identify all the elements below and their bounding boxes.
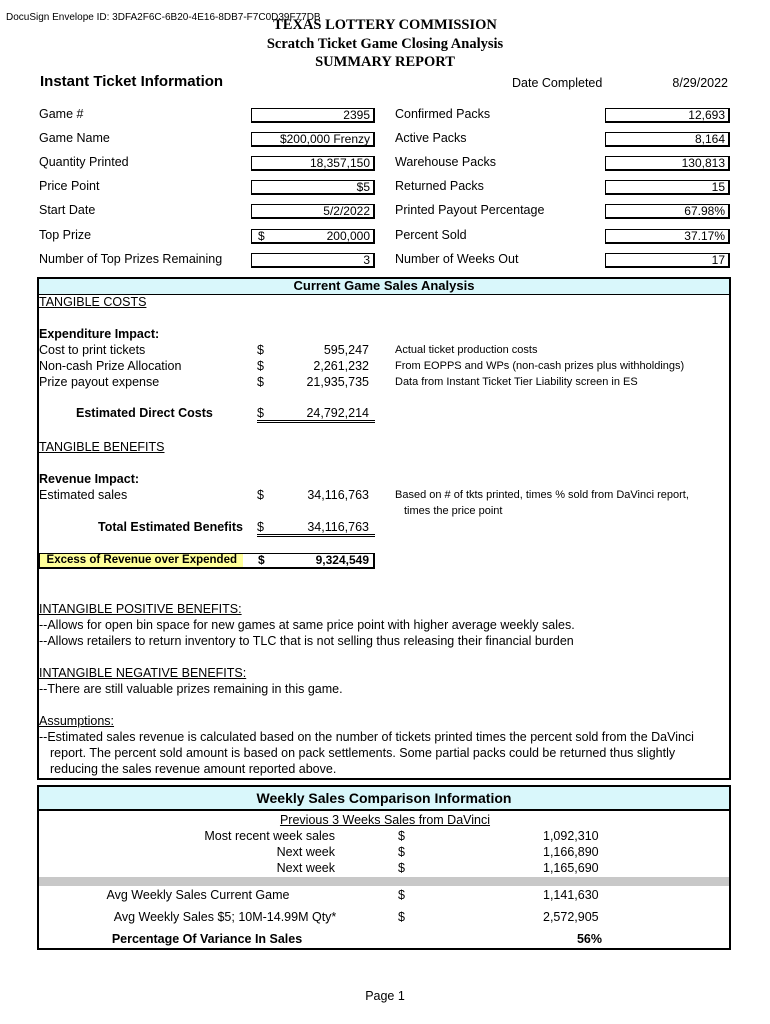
- info-label: Confirmed Packs: [395, 107, 491, 121]
- tangible-benefits-heading: TANGIBLE BENEFITS: [39, 440, 165, 454]
- info-value-box: [605, 108, 730, 123]
- weekly-row-currency: $: [398, 845, 405, 859]
- gray-divider: [39, 877, 729, 886]
- total-benefits-label: Total Estimated Benefits: [98, 520, 243, 534]
- assumptions-line-3: reducing the sales revenue amount reported above.: [50, 762, 337, 776]
- expenditure-impact-heading: Expenditure Impact:: [39, 327, 160, 341]
- date-completed-value: 8/29/2022: [672, 76, 728, 90]
- excess-value: 9,324,549: [315, 553, 369, 567]
- intangible-positive-1: --Allows for open bin space for new games at same price point with higher average weekly sales.: [39, 618, 575, 632]
- weekly-row-value: 1,165,690: [543, 861, 599, 875]
- info-value: 2395: [343, 108, 370, 122]
- intangible-negative-heading: INTANGIBLE NEGATIVE BENEFITS:: [39, 666, 247, 680]
- excess-label: Excess of Revenue over Expended: [40, 554, 243, 567]
- report-title: SUMMARY REPORT: [315, 54, 455, 70]
- info-value-box: [251, 156, 375, 171]
- variance-value: 56%: [576, 932, 602, 946]
- info-value: 37.17%: [684, 229, 725, 243]
- cost-note: Actual ticket production costs: [395, 344, 538, 356]
- info-label: Price Point: [39, 179, 100, 193]
- avg-compare-currency: $: [398, 910, 405, 924]
- info-label: Number of Weeks Out: [395, 252, 519, 266]
- cost-value: 21,935,735: [306, 375, 369, 389]
- info-value-box: [605, 180, 730, 195]
- info-label: Number of Top Prizes Remaining: [39, 252, 223, 266]
- cost-label: Cost to print tickets: [39, 343, 146, 357]
- est-sales-note-cont: times the price point: [404, 505, 503, 517]
- avg-current-currency: $: [398, 888, 405, 902]
- assumptions-heading: Assumptions:: [39, 714, 115, 728]
- cost-currency: $: [257, 343, 264, 357]
- weekly-row-value: 1,092,310: [543, 829, 599, 843]
- info-label: Top Prize: [39, 228, 92, 242]
- info-value: 3: [363, 253, 370, 267]
- info-value-box: [605, 253, 730, 268]
- weekly-sales-subtitle: Previous 3 Weeks Sales from DaVinci: [279, 813, 491, 827]
- info-value: 12,693: [688, 108, 725, 122]
- cost-currency: $: [257, 375, 264, 389]
- intangible-negative-1: --There are still valuable prizes remaining in this game.: [39, 682, 343, 696]
- report-subtitle: Scratch Ticket Game Closing Analysis: [266, 36, 504, 52]
- cost-label: Prize payout expense: [39, 375, 160, 389]
- info-value: 15: [711, 180, 725, 194]
- info-label: Returned Packs: [395, 179, 484, 193]
- weekly-row-label: Most recent week sales: [204, 829, 335, 843]
- info-value: $200,000 Frenzy: [279, 132, 370, 146]
- excess-currency: $: [258, 553, 265, 567]
- est-direct-costs-value: [257, 406, 375, 423]
- intangible-positive-2: --Allows retailers to return inventory to TLC that is not selling thus releasing their financial burden: [39, 634, 574, 648]
- info-value-box: [251, 108, 375, 123]
- info-label: Printed Payout Percentage: [395, 203, 545, 217]
- info-value: 67.98%: [684, 204, 725, 218]
- info-value-box: [605, 132, 730, 147]
- avg-compare-value: 2,572,905: [543, 910, 599, 924]
- info-label: Warehouse Packs: [395, 155, 496, 169]
- page-number: Page 1: [365, 989, 405, 1003]
- report-org: TEXAS LOTTERY COMMISSION: [273, 17, 497, 33]
- avg-compare-label: Avg Weekly Sales $5; 10M-14.99M Qty*: [113, 910, 337, 924]
- est-sales-currency: $: [257, 488, 264, 502]
- info-label: Quantity Printed: [39, 155, 129, 169]
- intangible-positive-heading: INTANGIBLE POSITIVE BENEFITS:: [39, 602, 242, 616]
- cost-value: 2,261,232: [313, 359, 369, 373]
- tangible-costs-heading: TANGIBLE COSTS: [39, 295, 147, 309]
- info-value: 5/2/2022: [323, 204, 370, 218]
- weekly-row-currency: $: [398, 829, 405, 843]
- info-value: 200,000: [326, 229, 370, 243]
- est-direct-costs-currency: $: [257, 406, 264, 420]
- est-sales-note: Based on # of tkts printed, times % sold from DaVinci report,: [395, 489, 689, 501]
- info-value: $5: [356, 180, 370, 194]
- info-value-box: [251, 253, 375, 268]
- info-label: Game #: [39, 107, 84, 121]
- cost-value: 595,247: [323, 343, 369, 357]
- total-benefits-number: 34,116,763: [307, 520, 369, 534]
- section-title-instant-ticket: Instant Ticket Information: [40, 73, 224, 90]
- weekly-row-label: Next week: [276, 861, 335, 875]
- info-value: 18,357,150: [309, 156, 370, 170]
- date-completed-label: Date Completed: [512, 76, 603, 90]
- cost-note: Data from Instant Ticket Tier Liability screen in ES: [395, 376, 638, 388]
- envelope-id: DocuSign Envelope ID: 3DFA2F6C-6B20-4E16-8DB7-F7C0D39F77DB: [6, 12, 321, 23]
- info-label: Percent Sold: [395, 228, 467, 242]
- revenue-impact-heading: Revenue Impact:: [39, 472, 140, 486]
- info-value-box: [605, 204, 730, 219]
- est-direct-costs-label: Estimated Direct Costs: [76, 406, 213, 420]
- weekly-row-currency: $: [398, 861, 405, 875]
- info-value-box: [605, 156, 730, 171]
- info-label: Game Name: [39, 131, 110, 145]
- cost-currency: $: [257, 359, 264, 373]
- avg-current-label: Avg Weekly Sales Current Game: [106, 888, 290, 902]
- info-value-box: [251, 180, 375, 195]
- total-benefits-currency: $: [257, 520, 264, 534]
- cost-note: From EOPPS and WPs (non-cash prizes plus withholdings): [395, 360, 685, 372]
- info-value-box: [605, 229, 730, 244]
- sales-analysis-title: Current Game Sales Analysis: [39, 279, 729, 295]
- info-value-box: [251, 229, 375, 244]
- info-value-box: [251, 204, 375, 219]
- cost-label: Non-cash Prize Allocation: [39, 359, 182, 373]
- avg-current-value: 1,141,630: [543, 888, 599, 902]
- est-sales-label: Estimated sales: [39, 488, 128, 502]
- assumptions-line-2: report. The percent sold amount is based on pack settlements. Some partial packs could be returned thus slightly: [50, 746, 676, 760]
- info-label: Start Date: [39, 203, 96, 217]
- total-benefits-value: [257, 520, 375, 537]
- assumptions-line-1: --Estimated sales revenue is calculated based on the number of tickets printed times the percent sold from the DaVinci: [39, 730, 694, 744]
- weekly-row-label: Next week: [276, 845, 335, 859]
- info-value: 8,164: [694, 132, 725, 146]
- est-direct-costs-number: 24,792,214: [306, 406, 369, 420]
- variance-label: Percentage Of Variance In Sales: [111, 932, 303, 946]
- info-label: Active Packs: [395, 131, 467, 145]
- info-value: 17: [711, 253, 725, 267]
- info-value-prefix: $: [258, 229, 265, 243]
- weekly-sales-title: Weekly Sales Comparison Information: [39, 787, 729, 811]
- info-value-box: [251, 132, 375, 147]
- info-value: 130,813: [681, 156, 725, 170]
- est-sales-value: 34,116,763: [307, 488, 369, 502]
- excess-row: [39, 553, 375, 569]
- weekly-row-value: 1,166,890: [543, 845, 599, 859]
